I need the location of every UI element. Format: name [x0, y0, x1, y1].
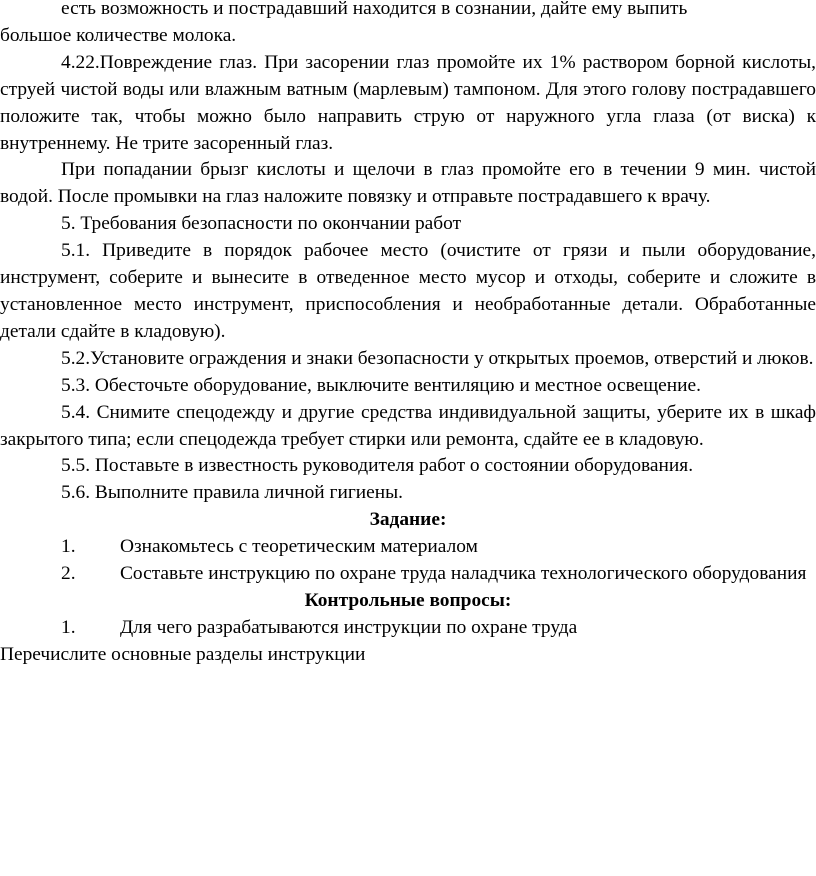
paragraph-5-5: 5.5. Поставьте в известность руководителя работ о состоянии оборудования. — [61, 455, 694, 477]
text-line: большое количестве молока. — [0, 24, 237, 46]
task-item — [0, 561, 816, 588]
task-item-text: Ознакомьтесь с теоретическим материалом — [120, 536, 478, 558]
paragraph-5-3: 5.3. Обесточьте оборудование, выключите вентиляцию и местное освещение. — [61, 374, 701, 396]
paragraph-4-22: 4.22.Повреждение глаз. При засорении глаз промойте их 1% раствором борной кислоты, струей чистой воды или влажным ватным (марлевым) тампоном. Для этого голову пострадавшего положите так, чтобы можно было направить струю от наружного угла глаза (от виска) к внутреннему. Не трите засоренный глаз. — [0, 51, 816, 154]
task-item-number: 2. — [61, 563, 76, 585]
paragraph-acid: При попадании брызг кислоты и щелочи в глаз промойте его в течении 9 мин. чистой водой. После промывки на глаз наложите повязку и отправьте пострадавшего к врачу. — [0, 159, 816, 208]
question-item-text: Для чего разрабатываются инструкции по охране труда — [120, 616, 578, 638]
paragraph-5-1: 5.1. Приведите в порядок рабочее место (очистите от грязи и пыли оборудование, инструмент, соберите и вынесите в отведенное место мусор и отходы, соберите и сложите в установленное место инструмент, приспособления и необработанные детали. Обработанные детали сдайте в кладовую). — [0, 240, 816, 342]
question-item — [0, 615, 816, 642]
task-heading: Задание: — [369, 509, 447, 531]
paragraph-5-2: 5.2.Установите ограждения и знаки безопасности у открытых проемов, отверстий и люков. — [61, 347, 814, 369]
task-item — [0, 534, 816, 561]
questions-heading: Контрольные вопросы: — [304, 589, 512, 611]
task-item-text: Составьте инструкцию по охране труда наладчика технологического оборудования — [120, 563, 807, 585]
text-line: есть возможность и пострадавший находится в сознании, дайте ему выпить — [61, 0, 688, 19]
section-heading-5: 5. Требования безопасности по окончании работ — [61, 213, 462, 235]
task-item-number: 1. — [61, 536, 76, 558]
paragraph-5-6: 5.6. Выполните правила личной гигиены. — [61, 482, 404, 504]
question-item-number: 1. — [61, 616, 76, 638]
paragraph-5-4: 5.4. Снимите спецодежду и другие средства индивидуальной защиты, уберите их в шкаф закрытого типа; если спецодежда требует стирки или ремонта, сдайте ее в кладовую. — [0, 401, 816, 450]
question-trailing-line: Перечислите основные разделы инструкции — [0, 643, 366, 665]
